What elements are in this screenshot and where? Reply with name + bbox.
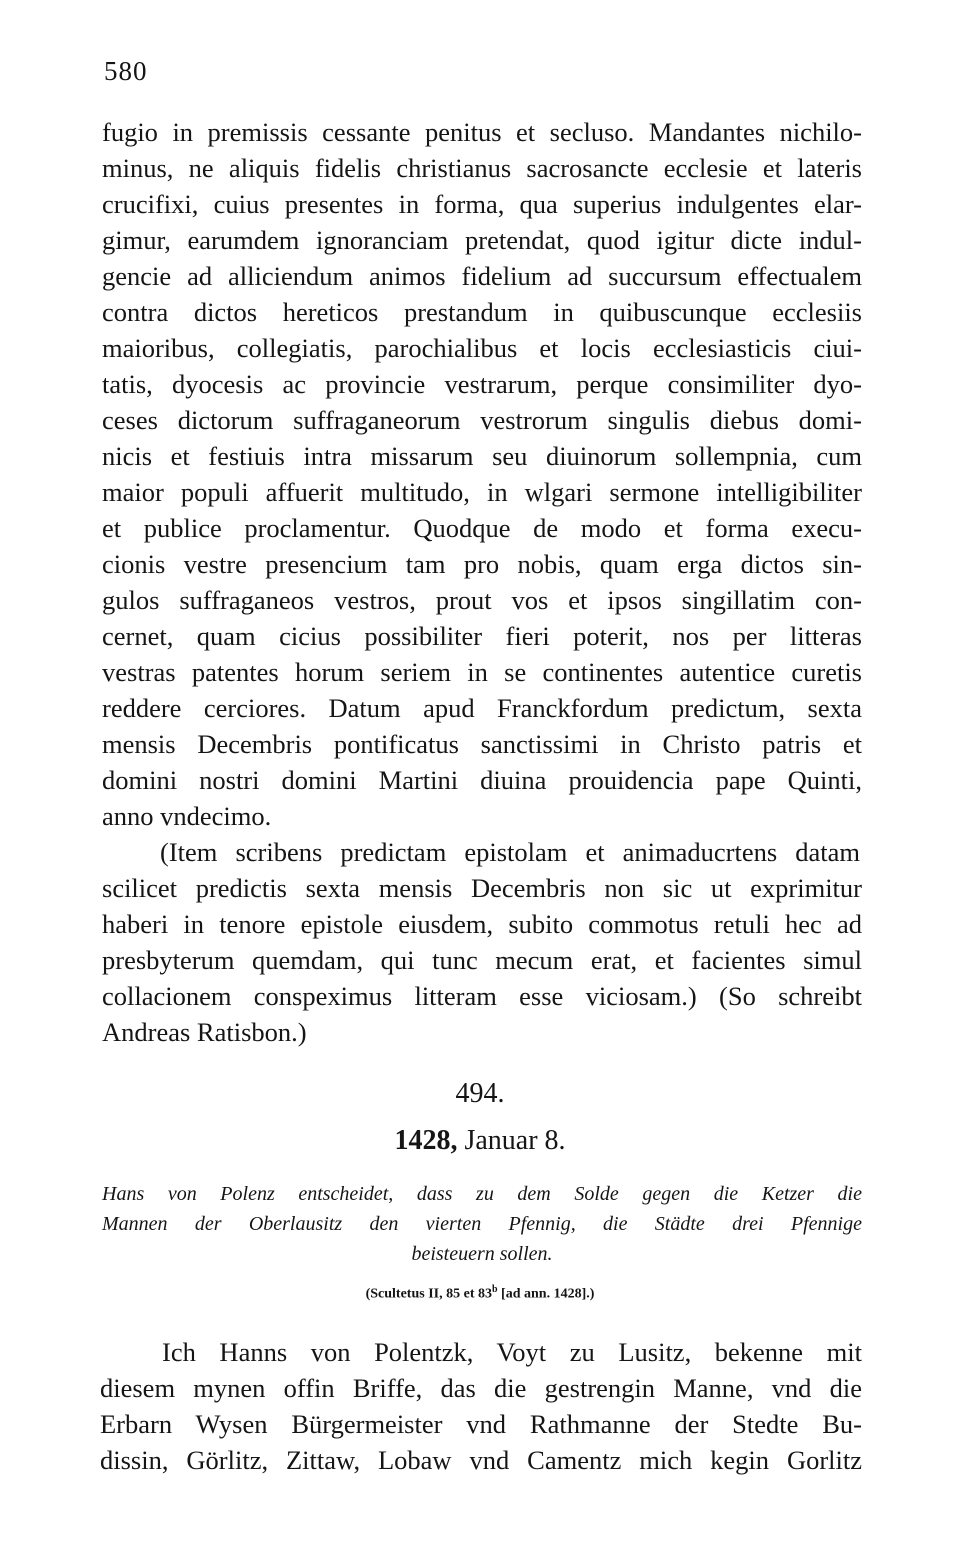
- body-line: minus, ne aliquis fidelis christianus sacrosancte ecclesie et lateris: [102, 153, 862, 183]
- body-line: cernet, quam cicius possibiliter fieri poterit, nos per litteras: [102, 621, 862, 651]
- regest-line: Hans von Polenz entscheidet, dass zu dem Solde gegen die Ketzer die: [102, 1183, 862, 1205]
- body-line: reddere cerciores. Datum apud Franckfordum predictum, sexta: [102, 693, 862, 723]
- body-line: gencie ad alliciendum animos fidelium ad succursum effectualem: [102, 261, 862, 291]
- source-tail: [ad ann. 1428].): [497, 1286, 595, 1302]
- document-date: [0, 1125, 960, 1157]
- document-line: Ich Hanns von Polentzk, Voyt zu Lusitz, bekenne mit: [162, 1337, 862, 1367]
- body-line: scilicet predictis sexta mensis Decembris non sic ut exprimitur: [102, 873, 862, 903]
- body-line: domini nostri domini Martini diuina prouidencia pape Quinti,: [102, 765, 862, 795]
- body-line: gulos suffraganeos vestros, prout vos et ipsos singillatim con-: [102, 585, 862, 615]
- document-number: 494.: [455, 1078, 505, 1109]
- body-line: haberi in tenore epistole eiusdem, subito commotus retuli hec ad: [102, 909, 862, 939]
- document-line: dissin, Görlitz, Zittaw, Lobaw vnd Camentz mich kegin Gorlitz: [100, 1445, 862, 1475]
- body-line: Andreas Ratisbon.): [102, 1017, 307, 1047]
- body-line: gimur, earumdem ignoranciam pretendat, quod igitur dicte indul-: [102, 225, 862, 255]
- body-line: vestras patentes horum seriem in se continentes autentice curetis: [102, 657, 862, 687]
- body-line: nicis et festiuis intra missarum seu diuinorum sollempnia, cum: [102, 441, 862, 471]
- body-line: ceses dictorum suffraganeorum vestrorum singulis diebus domi-: [102, 405, 862, 435]
- regest-line: Mannen der Oberlausitz den vierten Pfennig, die Städte drei Pfennige: [102, 1213, 862, 1235]
- body-line: contra dictos hereticos prestandum in quibuscunque ecclesiis: [102, 297, 862, 327]
- page-number: 580: [104, 56, 148, 86]
- source-main: (Scultetus II, 85 et 83: [365, 1286, 492, 1302]
- body-line: maior populi affuerit multitudo, in wlgari sermone intelligibiliter: [102, 477, 862, 507]
- document-year: 1428,: [394, 1125, 458, 1156]
- body-line: fugio in premissis cessante penitus et secluso. Mandantes nichilo-: [102, 117, 862, 147]
- source-superscript: b: [491, 1284, 498, 1295]
- body-line: crucifixi, cuius presentes in forma, qua superius indulgentes elar-: [102, 189, 862, 219]
- body-line: presbyterum quemdam, qui tunc mecum erat, et facientes simul: [102, 945, 862, 975]
- body-line: mensis Decembris pontificatus sanctissimi in Christo patris et: [102, 729, 862, 759]
- body-line: cionis vestre presencium tam pro nobis, quam erga dictos sin-: [102, 549, 862, 579]
- document-day: Januar 8.: [457, 1125, 566, 1156]
- body-line: et publice proclamentur. Quodque de modo et forma execu-: [102, 513, 862, 543]
- body-line: tatis, dyocesis ac provincie vestrarum, perque consimiliter dyo-: [102, 369, 862, 399]
- body-line: (Item scribens predictam epistolam et animaducrtens datam: [160, 837, 860, 867]
- regest-line: beisteuern sollen.: [411, 1243, 553, 1265]
- body-line: maioribus, collegiatis, parochialibus et locis ecclesiasticis ciui-: [102, 333, 862, 363]
- source-note: [0, 1284, 960, 1303]
- document-line: Erbarn Wysen Bürgermeister vnd Rathmanne der Stedte Bu-: [100, 1409, 862, 1439]
- body-line: collacionem conspeximus litteram esse viciosam.) (So schreibt: [102, 981, 862, 1011]
- body-line: anno vndecimo.: [102, 801, 272, 831]
- document-line: diesem mynen offin Briffe, das die gestrengin Manne, vnd die: [100, 1373, 862, 1403]
